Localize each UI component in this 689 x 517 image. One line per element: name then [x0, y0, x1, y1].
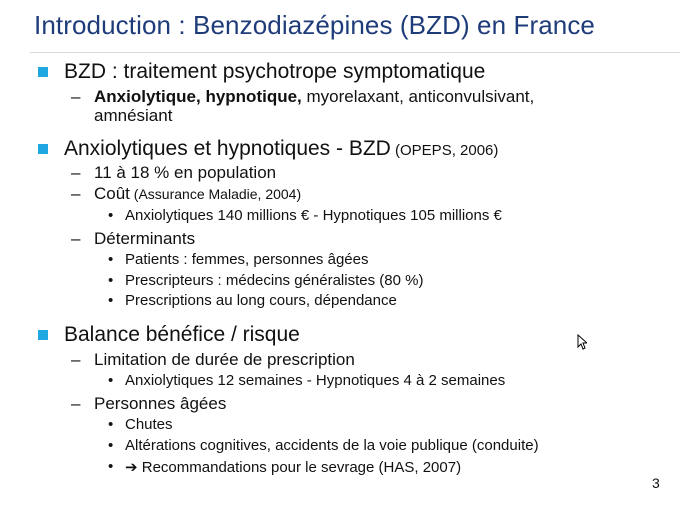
page-number: 3 [652, 475, 660, 491]
sub-text: 11 à 18 % en population [94, 163, 277, 182]
arrow-right-icon: ➔ [125, 459, 138, 476]
sub-text: Coût [94, 184, 130, 203]
bullet-text: Balance bénéfice / risque [64, 323, 300, 346]
dot-marker: • [108, 416, 114, 433]
sub-text: Personnes âgées [94, 394, 227, 413]
dash-marker: – [71, 184, 81, 203]
sub-bullet-personnes-agees [71, 394, 227, 413]
item-patients [108, 251, 369, 268]
item-chutes [108, 416, 173, 433]
dot-marker: • [108, 458, 114, 475]
dot-marker: • [108, 372, 114, 389]
dash-marker: – [71, 350, 81, 369]
dot-marker: • [108, 207, 114, 224]
item-text: Patients : femmes, personnes âgées [125, 251, 369, 268]
item-prescriptions [108, 292, 397, 309]
bullet-anxiolytiques [64, 137, 498, 161]
square-bullet-icon [38, 330, 48, 340]
sub-text: Déterminants [94, 229, 196, 248]
dash-marker: – [71, 87, 81, 106]
item-text: Prescripteurs : médecins généralistes (80 %) [125, 272, 424, 289]
item-durations [108, 372, 506, 389]
dot-marker: • [108, 272, 114, 289]
dash-marker: – [71, 394, 81, 413]
item-text: Recommandations pour le sevrage (HAS, 2007) [137, 459, 462, 476]
dot-marker: • [108, 437, 114, 454]
title-divider [30, 52, 680, 53]
square-bullet-icon [38, 67, 48, 77]
dash-marker: – [71, 163, 81, 182]
sub-text: myorelaxant, anticonvulsivant, [301, 87, 535, 106]
item-text: Anxiolytiques 140 millions € - Hypnotiques 105 millions € [125, 207, 502, 224]
bullet-text: Anxiolytiques et hypnotiques - BZD [64, 137, 391, 160]
item-text: Altérations cognitives, accidents de la voie publique (conduite) [125, 437, 539, 454]
sub-bullet-limitation [71, 350, 355, 369]
square-bullet-icon [38, 144, 48, 154]
sub-bullet-determinants [71, 229, 196, 248]
mouse-pointer-icon [577, 334, 587, 355]
item-text: Prescriptions au long cours, dépendance [125, 292, 397, 309]
reference-text: (OPEPS, 2006) [390, 142, 499, 159]
bullet-bzd [64, 60, 485, 84]
item-prescripteurs [108, 272, 424, 289]
bullet-balance [64, 323, 300, 347]
bold-text: Anxiolytique, hypnotique, [94, 87, 302, 106]
sub-text-continued: amnésiant [94, 106, 173, 125]
dot-marker: • [108, 251, 114, 268]
item-text: Chutes [125, 416, 173, 433]
sub-bullet-population [71, 163, 277, 182]
sub-text: Limitation de durée de prescription [94, 350, 355, 369]
bullet-text: BZD : traitement psychotrope symptomatique [64, 60, 486, 83]
item-recommandations [108, 458, 462, 476]
slide-title: Introduction : Benzodiazépines (BZD) en France [34, 10, 595, 40]
item-cout-values [108, 207, 502, 224]
reference-text: (Assurance Maladie, 2004) [129, 186, 302, 202]
dash-marker: – [71, 229, 81, 248]
item-text: Anxiolytiques 12 semaines - Hypnotiques 4 à 2 semaines [125, 372, 506, 389]
sub-bullet-cout [71, 184, 302, 204]
dot-marker: • [108, 292, 114, 309]
item-alterations [108, 437, 539, 454]
sub-bullet-properties [71, 87, 535, 125]
